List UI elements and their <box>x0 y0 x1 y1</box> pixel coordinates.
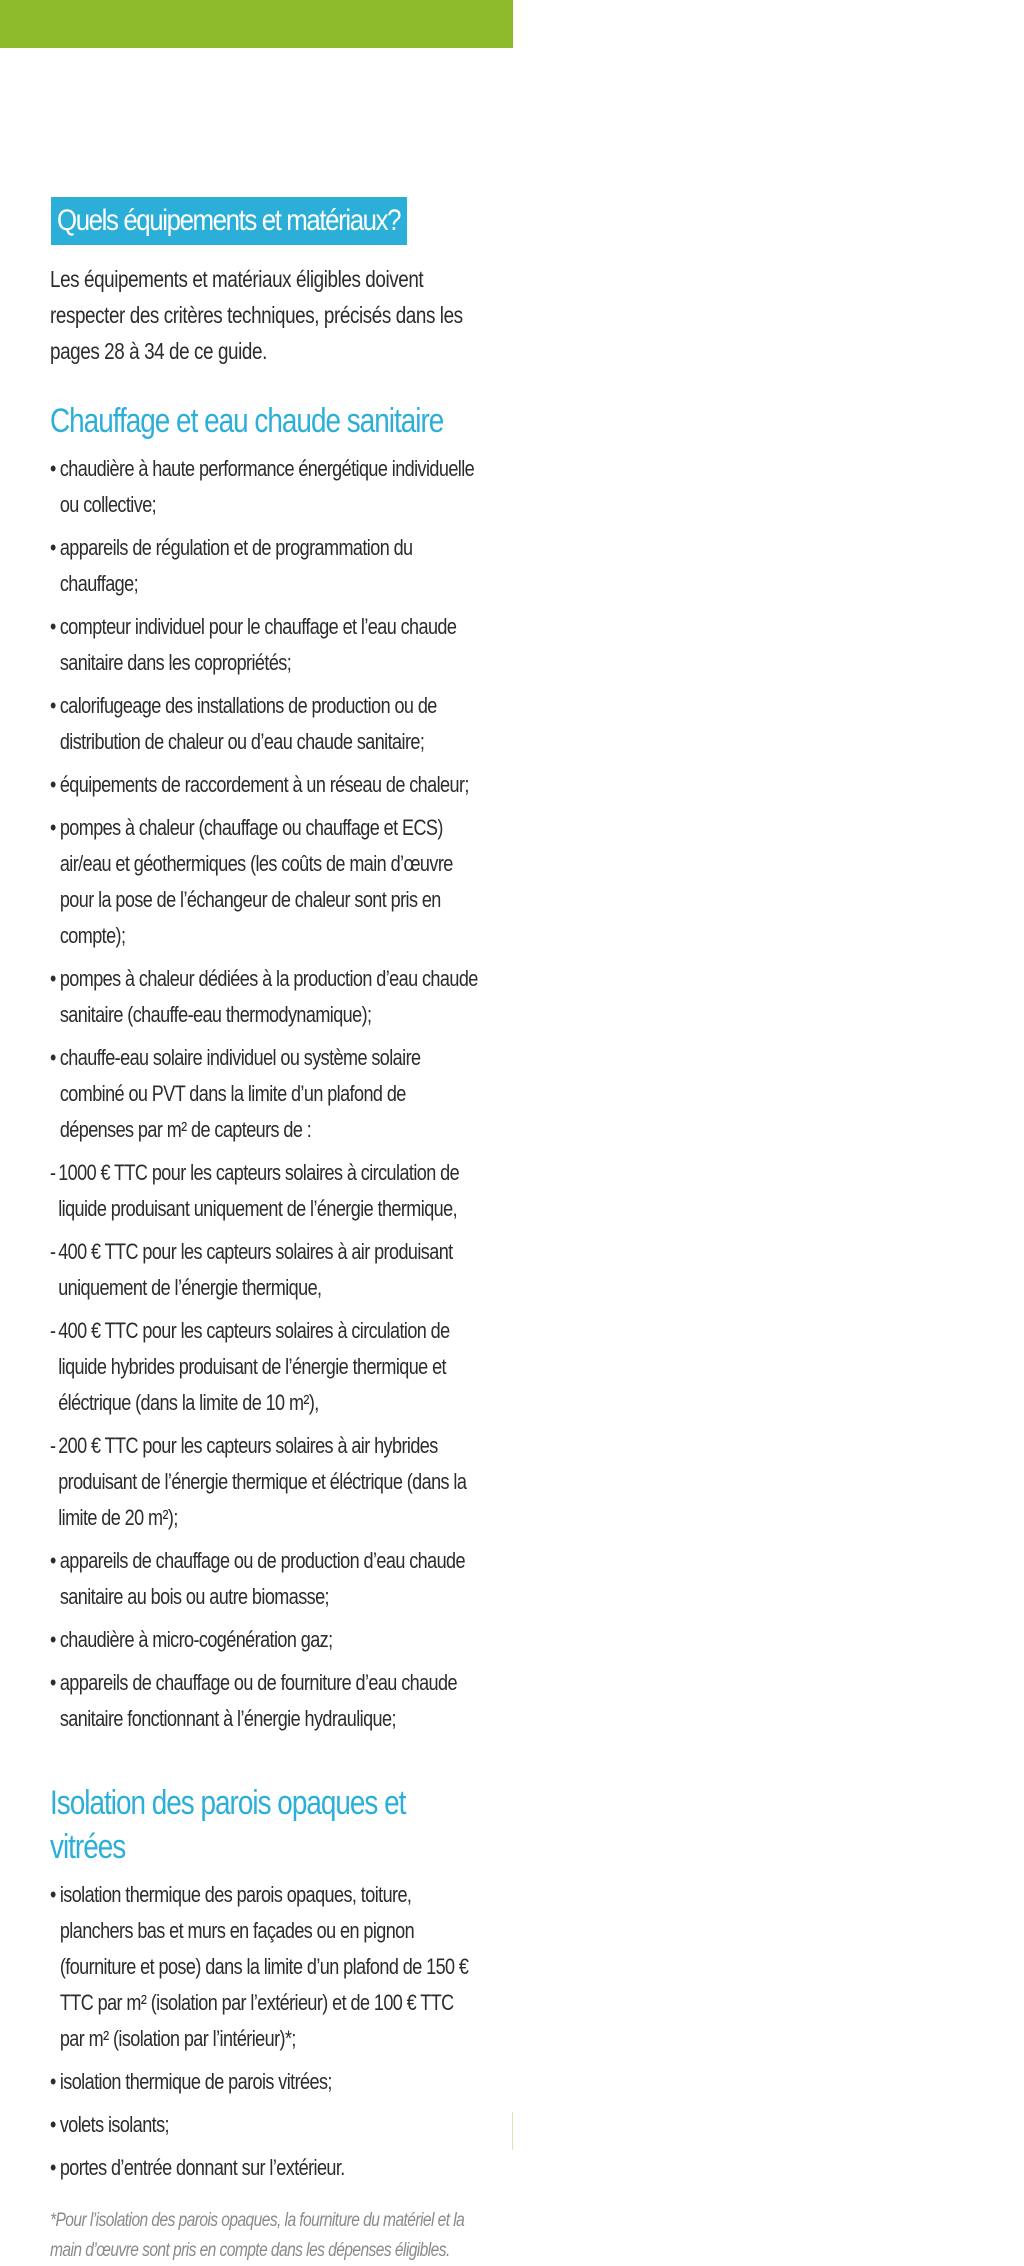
sub-list-item: - 200 € TTC pour les capteurs solaires à air hybrides produisant de l’énergie thermique et éléctrique (dans la limite de 20 m²); <box>50 1428 478 1536</box>
section-title: Quels équipements et matériaux? <box>51 197 407 245</box>
list-item: • pompes à chaleur (chauffage ou chauffage et ECS) air/eau et géothermiques (les coûts de main d’œuvre pour la pose de l’échangeur de chaleur sont pris en compte); <box>50 810 478 954</box>
page-divider <box>512 2112 513 2150</box>
list-item: • chaudière à micro-cogénération gaz; <box>50 1622 478 1658</box>
insulation-heading: Isolation des parois opaques et vitrées <box>50 1784 406 1866</box>
intro-paragraph: Les équipements et matériaux éligibles doivent respecter des critères techniques, précisés dans les pages 28 à 34 de ce guide. <box>50 266 463 364</box>
list-item: • volets isolants; <box>50 2107 478 2143</box>
sub-list-item: - 400 € TTC pour les capteurs solaires à air produisant uniquement de l’énergie thermique, <box>50 1234 478 1306</box>
sub-list-item: - 1000 € TTC pour les capteurs solaires à circulation de liquide produisant uniquement de l’énergie thermique, <box>50 1155 478 1227</box>
list-item: • compteur individuel pour le chauffage et l’eau chaude sanitaire dans les copropriétés; <box>50 609 478 681</box>
list-item: • appareils de chauffage ou de fourniture d’eau chaude sanitaire fonctionnant à l’énergie hydraulique; <box>50 1665 478 1737</box>
heating-list <box>50 451 478 1737</box>
top-accent-bar <box>0 0 513 48</box>
list-item: • calorifugeage des installations de production ou de distribution de chaleur ou d’eau chaude sanitaire; <box>50 688 478 760</box>
list-item: • isolation thermique des parois opaques, toiture, planchers bas et murs en façades ou en pignon (fourniture et pose) dans la limite d’un plafond de 150 € TTC par m² (isolation par l’extérieur) et de 100 € TTC par m² (isolation par l’intérieur)*; <box>50 1877 478 2057</box>
heating-heading: Chauffage et eau chaude sanitaire <box>50 402 444 440</box>
list-item: • équipements de raccordement à un réseau de chaleur; <box>50 767 478 803</box>
list-item: • chauffe-eau solaire individuel ou système solaire combiné ou PVT dans la limite d’un plafond de dépenses par m² de capteurs de : <box>50 1040 478 1148</box>
list-item: • chaudière à haute performance énergétique individuelle ou collective; <box>50 451 478 523</box>
list-item: • isolation thermique de parois vitrées; <box>50 2064 478 2100</box>
sub-list-item: - 400 € TTC pour les capteurs solaires à circulation de liquide hybrides produisant de l’énergie thermique et éléctrique (dans la limite de 10 m²), <box>50 1313 478 1421</box>
main-content <box>50 197 478 2266</box>
list-item: • appareils de régulation et de programmation du chauffage; <box>50 530 478 602</box>
insulation-list <box>50 1877 478 2186</box>
list-item: • appareils de chauffage ou de production d’eau chaude sanitaire au bois ou autre biomasse; <box>50 1543 478 1615</box>
text-column <box>50 261 478 2266</box>
list-item: • portes d’entrée donnant sur l’extérieur. <box>50 2150 478 2186</box>
footnote: *Pour l’isolation des parois opaques, la fourniture du matériel et la main d’œuvre sont pris en compte dans les dépenses éligibles. <box>50 2210 465 2261</box>
list-item: • pompes à chaleur dédiées à la production d’eau chaude sanitaire (chauffe-eau thermodynamique); <box>50 961 478 1033</box>
